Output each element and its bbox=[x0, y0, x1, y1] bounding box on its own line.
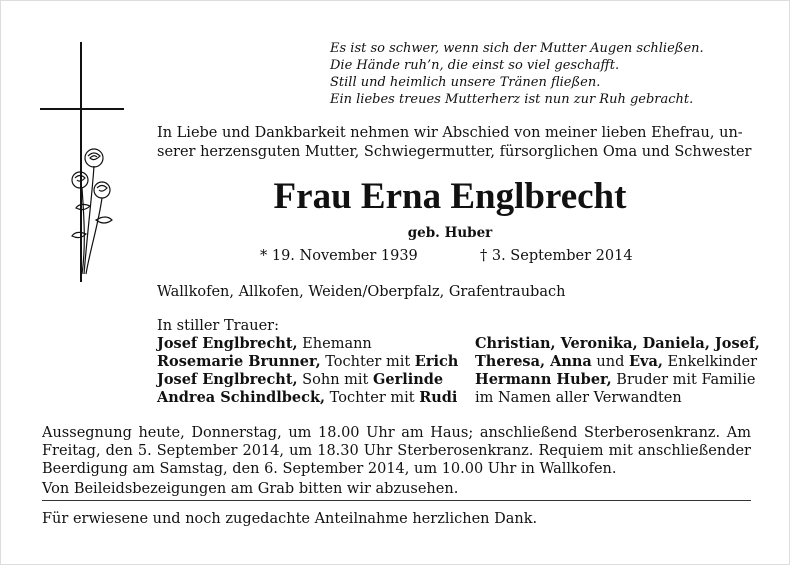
mourners-label: In stiller Trauer: bbox=[157, 318, 279, 334]
divider bbox=[42, 500, 751, 501]
mourner-relation: Bruder mit Familie bbox=[611, 372, 756, 388]
mourners-right-column bbox=[475, 335, 775, 407]
mourner-relation: Tochter mit bbox=[320, 354, 415, 370]
mourner-entry bbox=[157, 389, 457, 407]
deceased-name: Frau Erna Englbrecht bbox=[273, 176, 627, 217]
grandchildren-names: Christian, Veronika, Daniela, Josef, bbox=[475, 335, 760, 352]
service-line: Freitag, den 5. September 2014, um 18.30 Uhr Sterberosenkranz. Requiem mit anschließender bbox=[42, 443, 751, 459]
mourner-entry bbox=[157, 353, 457, 371]
intro-line: serer herzensguten Mutter, Schwiegermutter, fürsorglichen Oma und Schwester bbox=[157, 144, 752, 160]
poem-line: Still und heimlich unsere Tränen fließen. bbox=[330, 75, 601, 90]
poem-line: Ein liebes treues Mutterherz ist nun zur Ruh gebracht. bbox=[330, 92, 694, 107]
mourner-entry bbox=[157, 371, 457, 389]
mourner-partner: Erich bbox=[414, 353, 459, 370]
mourner-relation: Enkelkinder bbox=[662, 354, 758, 370]
places: Wallkofen, Allkofen, Weiden/Oberpfalz, Grafentraubach bbox=[157, 284, 566, 300]
mourner-entry: im Namen aller Verwandten bbox=[475, 390, 682, 406]
mourner-relation: Sohn mit bbox=[297, 372, 373, 388]
mourner-entry bbox=[475, 371, 775, 389]
mourner-entry bbox=[475, 335, 775, 353]
mourner-name: Andrea Schindlbeck, bbox=[157, 389, 326, 406]
condolence-note: Von Beileidsbezeigungen am Grab bitten wir abzusehen. bbox=[42, 481, 459, 497]
birth-date: * 19. November 1939 bbox=[260, 248, 418, 264]
mourner-entry bbox=[157, 335, 457, 353]
intro-line: In Liebe und Dankbarkeit nehmen wir Abschied von meiner lieben Ehefrau, un- bbox=[157, 125, 743, 141]
thanks-note: Für erwiesene und noch zugedachte Anteilnahme herzlichen Dank. bbox=[42, 511, 538, 527]
conjunction: und bbox=[591, 354, 629, 370]
mourner-name: Rosemarie Brunner, bbox=[157, 353, 321, 370]
mourner-name: Josef Englbrecht, bbox=[157, 371, 298, 388]
mourner-relation: Ehemann bbox=[297, 336, 372, 352]
intro-paragraph bbox=[157, 124, 751, 162]
service-line: Beerdigung am Samstag, den 6. September 2014, um 10.00 Uhr in Wallkofen. bbox=[42, 461, 617, 477]
mourner-relation: Tochter mit bbox=[325, 390, 420, 406]
grandchildren-names: Theresa, Anna bbox=[475, 353, 592, 370]
mourner-name: Hermann Huber, bbox=[475, 371, 612, 388]
death-date: † 3. September 2014 bbox=[480, 248, 633, 264]
poem-line: Es ist so schwer, wenn sich der Mutter Augen schließen. bbox=[330, 41, 704, 56]
service-info bbox=[42, 424, 751, 478]
service-line: Aussegnung heute, Donnerstag, um 18.00 Uhr am Haus; anschließend Sterberosenkranz. Am bbox=[42, 425, 751, 441]
mourner-partner: Gerlinde bbox=[372, 371, 444, 388]
grandchildren-names: Eva, bbox=[629, 353, 663, 370]
maiden-name: geb. Huber bbox=[407, 225, 493, 241]
cross-icon-horizontal bbox=[40, 108, 124, 110]
poem bbox=[330, 40, 750, 108]
roses-icon bbox=[66, 146, 118, 278]
mourner-name: Josef Englbrecht, bbox=[157, 335, 298, 352]
poem-line: Die Hände ruh’n, die einst so viel geschafft. bbox=[330, 58, 620, 73]
mourners-left-column bbox=[157, 335, 457, 407]
mourner-entry bbox=[475, 353, 775, 371]
mourner-partner: Rudi bbox=[419, 389, 458, 406]
